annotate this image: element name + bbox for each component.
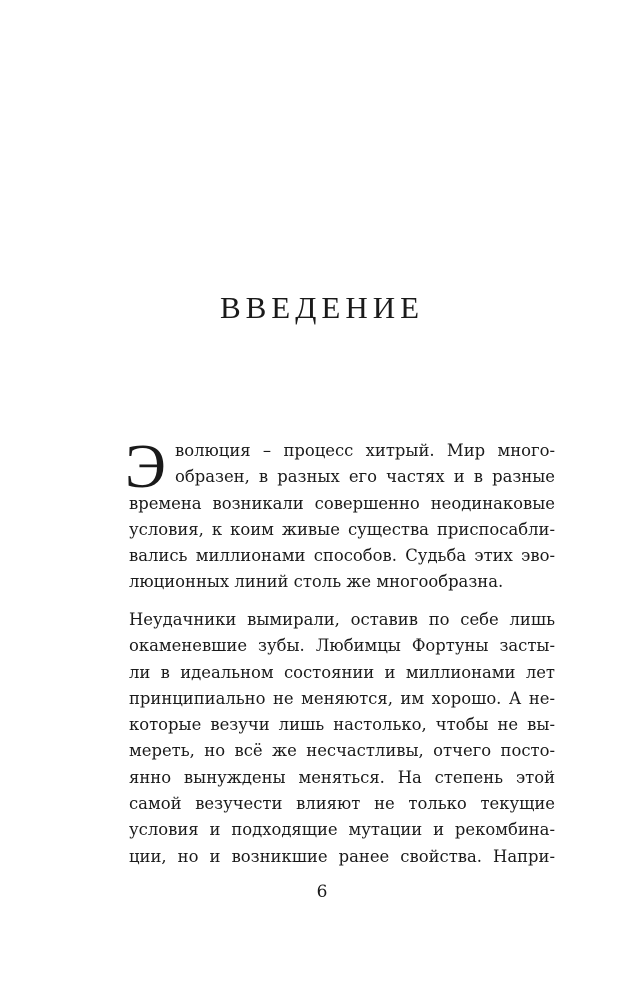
text-line: люционных линий столь же многообразна. <box>129 572 504 592</box>
text-line: Неудачники вымирали, оставив по себе лишь <box>129 610 555 629</box>
text-line: вались миллионами способов. Судьба этих эво- <box>129 546 555 566</box>
text-line: ции, но и возникшие ранее свойства. Напри- <box>129 846 555 866</box>
dropcap-letter: Э <box>125 433 166 501</box>
chapter-title: ВВЕДЕНИЕ <box>219 290 425 325</box>
text-line: условия, к коим живые существа приспосабли- <box>129 519 555 539</box>
text-line: янно вынуждены меняться. На степень этой <box>129 767 555 787</box>
text-line: мереть, но всё же несчастливы, отчего посто- <box>129 741 555 761</box>
text-line: окаменевшие зубы. Любимцы Фортуны засты- <box>129 636 555 656</box>
text-line: образен, в разных его частях и в разные <box>175 467 555 487</box>
page-number: 6 <box>316 882 328 902</box>
paragraph-2 <box>129 607 555 870</box>
text-line: волюция – процесс хитрый. Мир много- <box>175 441 555 460</box>
text-line: которые везучи лишь настолько, чтобы не вы- <box>129 715 555 735</box>
paragraph-1 <box>125 433 555 596</box>
text-line: принципиально не меняются, им хорошо. А не- <box>129 688 555 708</box>
text-line: самой везучести влияют не только текущие <box>129 794 555 814</box>
text-line: условия и подходящие мутации и рекомбина- <box>129 820 555 840</box>
text-line: ли в идеальном состоянии и миллионами лет <box>129 662 555 682</box>
text-line: времена возникали совершенно неодинаковые <box>129 493 555 513</box>
